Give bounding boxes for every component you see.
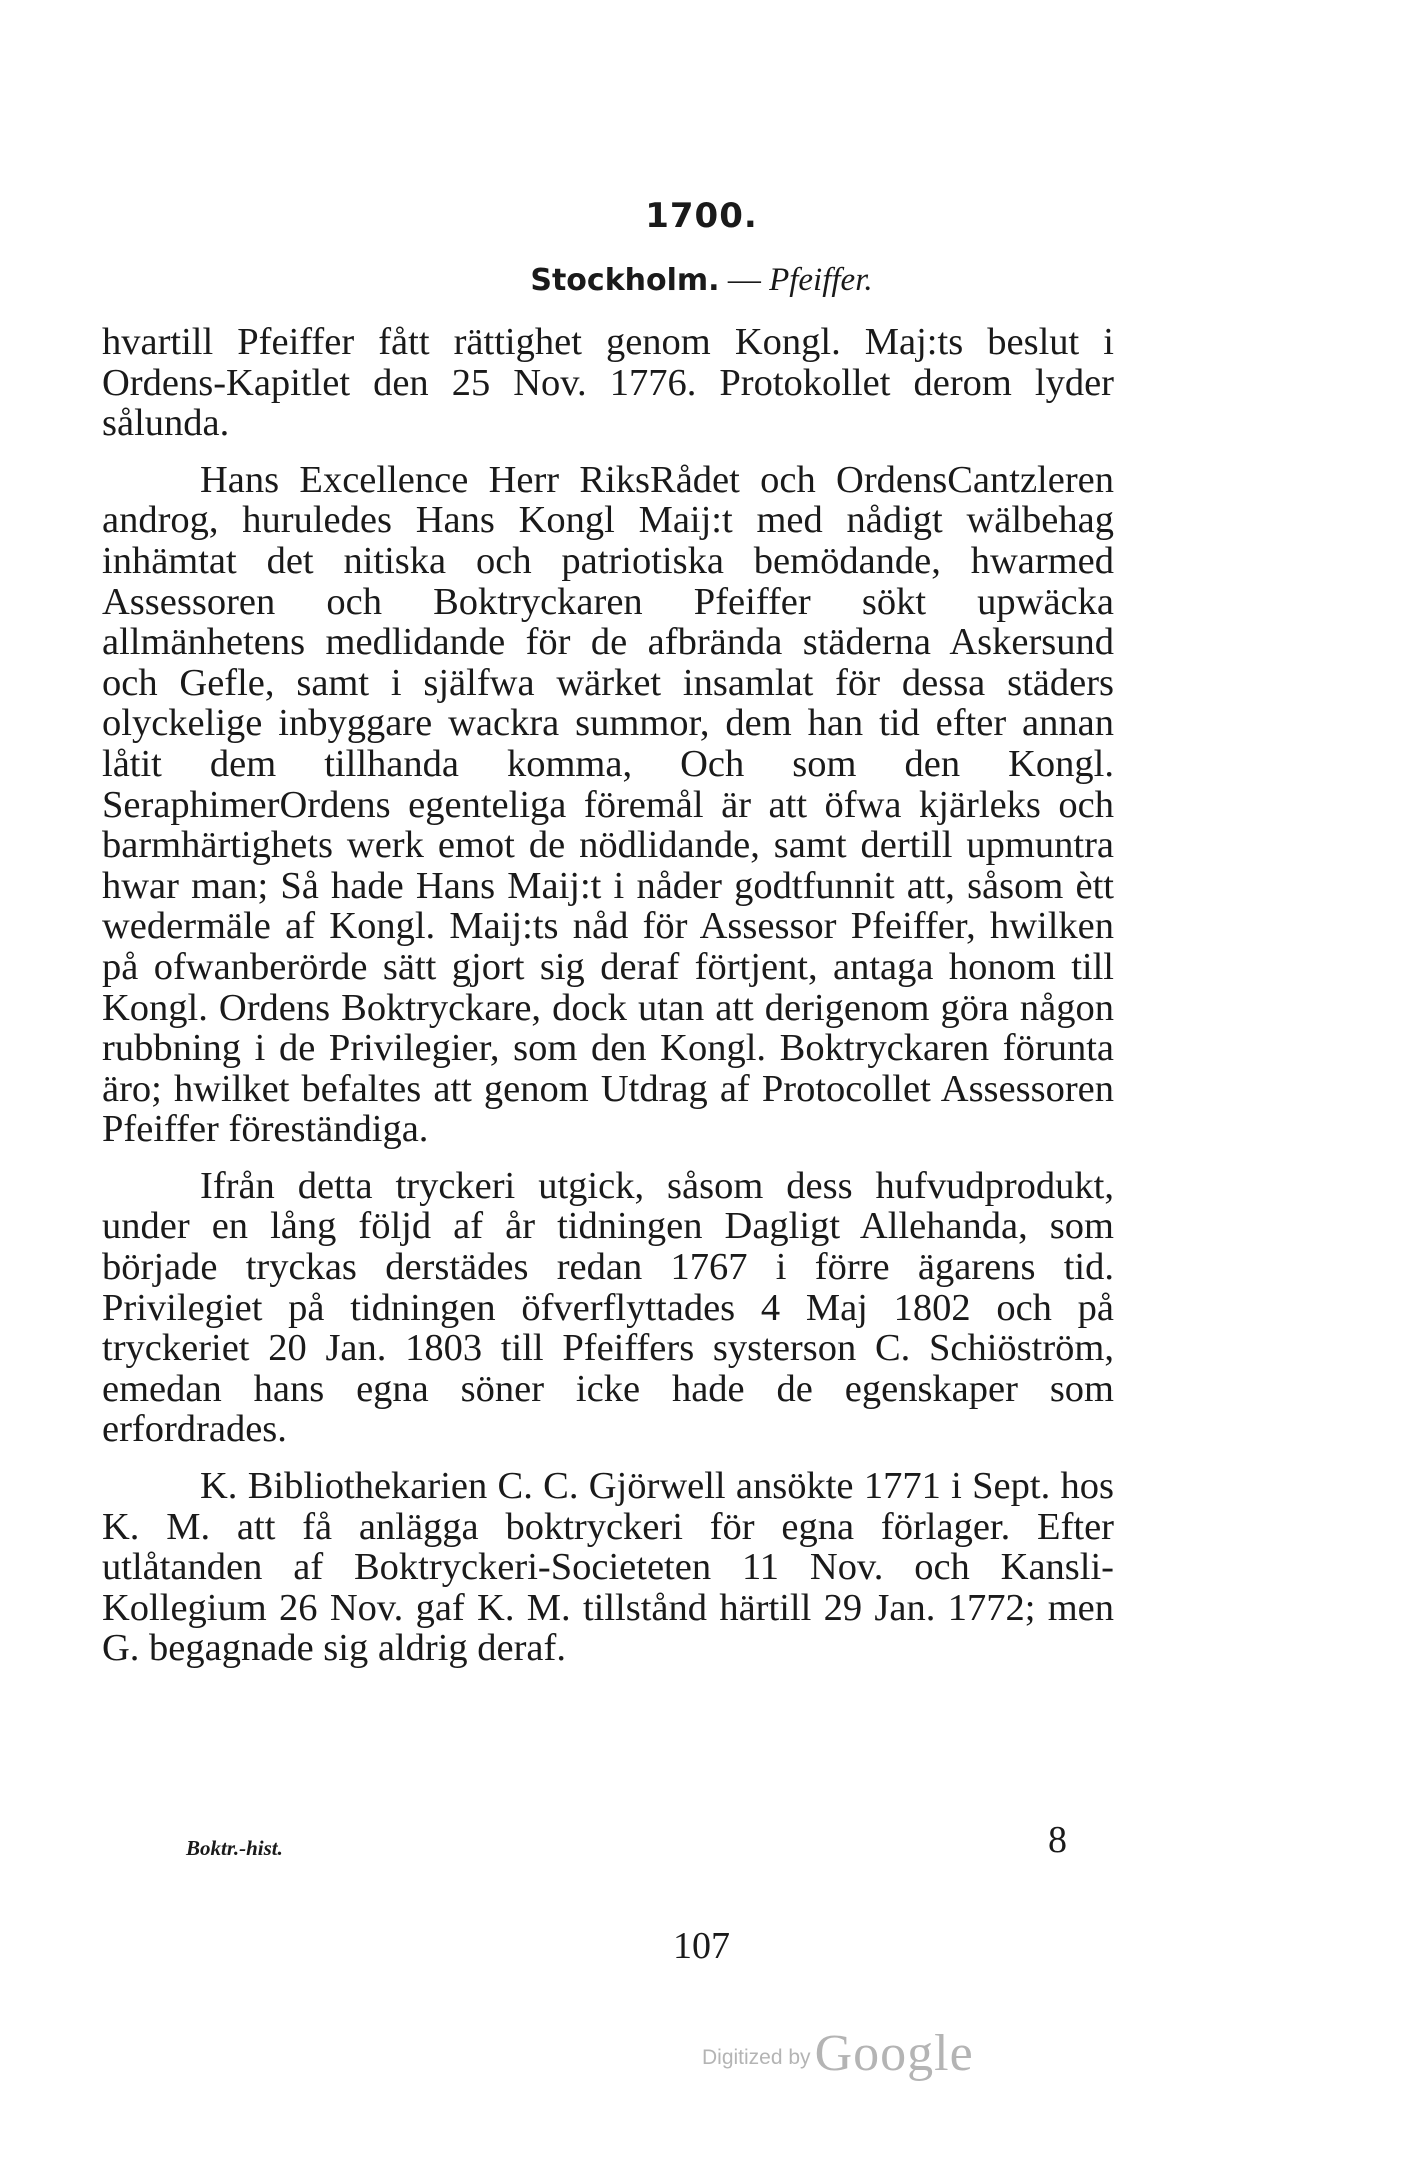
paragraph-protocol: Hans Excellence Herr RiksRådet och OrdensCantzleren androg, huruledes Hans Kongl Maij:t med nådigt wälbehag inhämtat det nitiska och patriotiska bemödande, hwarmed Assessoren och Boktryckaren Pfeiffer sökt upwäcka allmänhetens medlidande för de afbrända städerna Askersund och Gefle, samt i själfwa wärket insamlat för dessa städers olyckelige inbyggare wackra summor, dem han tid efter annan låtit dem tillhanda komma, Och som den Kongl. SeraphimerOrdens egenteliga föremål är att öfwa kjärleks och barmhärtighets werk emot de nödlidande, samt dertill upmuntra hwar man; Så hade Hans Maij:t i nåder godtfunnit att, såsom ètt wedermäle af Kongl. Maij:ts nåd för Assessor Pfeiffer, hwilken på ofwanberörde sätt gjort sig deraf förtjent, antaga honom till Kongl. Ordens Boktryckare, dock utan att derigenom göra någon rubbning i de Privilegier, som den Kongl. Boktryckaren förunta äro; hwilket befaltes att genom Utdrag af Protocollet Assessoren Pfeiffer föreständiga. — [102, 458, 1114, 1151]
running-head — [0, 262, 1403, 299]
printer-name: Pfeiffer. — [769, 262, 873, 298]
paragraph-dagligt-allehanda: Ifrån detta tryckeri utgick, såsom dess hufvudprodukt, under en lång följd af år tidningen Dagligt Allehanda, som började tryckas derstädes redan 1767 i förre ägarens tid. Privilegiet på tidningen öfverflyttades 4 Maj 1802 och på tryckeriet 20 Jan. 1803 till Pfeiffers systerson C. Schiöström, emedan hans egna söner icke hade de egenskaper som erfordrades. — [102, 1164, 1114, 1451]
digitized-watermark — [702, 2024, 974, 2083]
paragraph-gjorwell: K. Bibliothekarien C. C. Gjörwell ansökte 1771 i Sept. hos K. M. att få anlägga boktryckeri för egna förlager. Efter utlåtanden af Boktryckeri-Societeten 11 Nov. och Kansli-Kollegium 26 Nov. gaf K. M. tillstånd härtill 29 Jan. 1772; men G. begagnade sig aldrig deraf. — [102, 1465, 1114, 1670]
head-separator: — — [719, 262, 770, 298]
body-text — [102, 322, 1114, 1669]
signature-mark: Boktr.-hist. — [186, 1836, 283, 1860]
year-heading: 1700. — [645, 196, 758, 236]
page-number: 107 — [673, 1925, 730, 1967]
signature-number: 8 — [1048, 1819, 1067, 1861]
place-name: Stockholm. — [530, 263, 720, 298]
watermark-brand: Google — [814, 2025, 974, 2082]
paragraph-continuation: hvartill Pfeiffer fått rättighet genom Kongl. Maj:ts beslut i Ordens-Kapitlet den 25 Nov. 1776. Protokollet derom lyder sålunda. — [102, 321, 1114, 445]
watermark-prefix: Digitized by — [702, 2046, 811, 2069]
